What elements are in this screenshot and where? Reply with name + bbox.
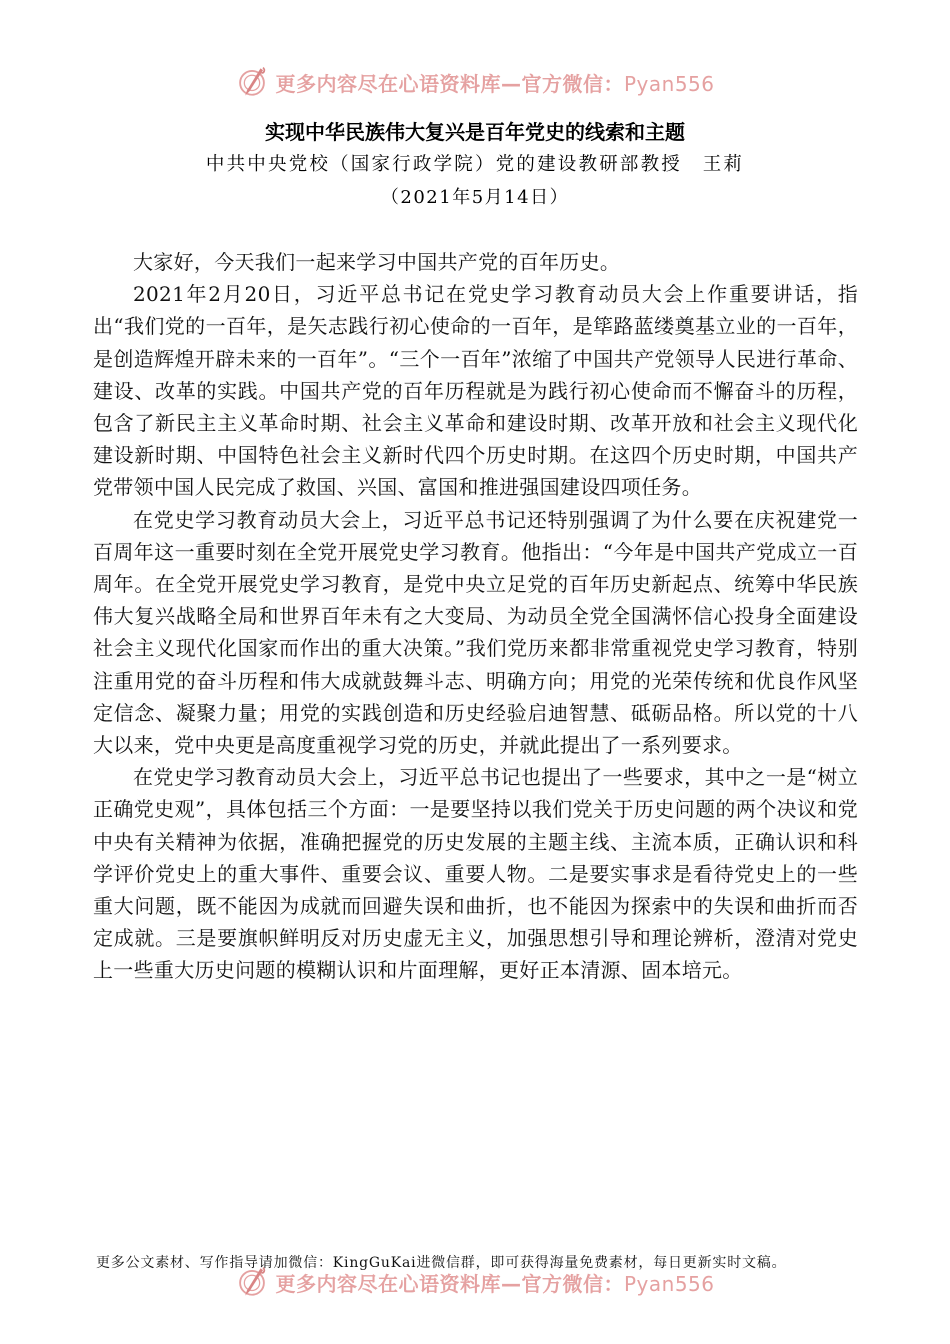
document-date: （2021年5月14日）: [380, 187, 570, 208]
quill-seal-logo-icon: [235, 1265, 269, 1299]
document-body: [93, 246, 858, 987]
paragraph: 大家好，今天我们一起来学习中国共产党的百年历史。: [133, 250, 621, 274]
author-line: 中共中央党校（国家行政学院）党的建设教研部教授 王莉: [205, 154, 745, 175]
watermark-text: 更多内容尽在心语资料库—官方微信：Pyan556: [275, 71, 715, 96]
paragraph: 在党史学习教育动员大会上，习近平总书记还特别强调了为什么要在庆祝建党一百周年这一重要时刻在全党开展党史学习教育。他指出：“今年是中国共产党成立一百周年。在全党开展党史学习教育，是党中央立足党的百年历史新起点、统筹中华民族伟大复兴战略全局和世界百年未有之大变局、为动员全党全国满怀信心投身全面建设社会主义现代化国家而作出的重大决策。”我们党历来都非常重视党史学习教育，特别注重用党的奋斗历程和伟大成就鼓舞斗志、明确方向；用党的光荣传统和优良作风坚定信念、凝聚力量；用党的实践创造和历史经验启迪智慧、砥砺品格。所以党的十八大以来，党中央更是高度重视学习党的历史，并就此提出了一系列要求。: [93, 507, 858, 758]
quill-seal-logo-icon: [235, 65, 269, 99]
paragraph: 在党史学习教育动员大会上，习近平总书记也提出了一些要求，其中之一是“树立正确党史观”，具体包括三个方面：一是要坚持以我们党关于历史问题的两个决议和党中央有关精神为依据，准确把握党的历史发展的主题主线、主流本质，正确认识和科学评价党史上的重大事件、重要会议、重要人物。二是要实事求是看待党史上的一些重大问题，既不能因为成就而回避失误和曲折，也不能因为探索中的失误和曲折而否定成就。三是要旗帜鲜明反对历史虚无主义，加强思想引导和理论辨析，澄清对党史上一些重大历史问题的模糊认识和片面理解，更好正本清源、固本培元。: [93, 765, 858, 983]
bottom-watermark: [0, 1262, 950, 1302]
document-title: 实现中华民族伟大复兴是百年党史的线索和主题: [265, 120, 685, 144]
footer-note: 更多公文素材、写作指导请加微信：KingGuKai进微信群，即可获得海量免费素材，每日更新实时文稿。: [96, 1255, 787, 1271]
watermark-text: 更多内容尽在心语资料库—官方微信：Pyan556: [275, 1271, 715, 1296]
paragraph: 2021年2月20日，习近平总书记在党史学习教育动员大会上作重要讲话，指出“我们党的一百年，是矢志践行初心使命的一百年，是筚路蓝缕奠基立业的一百年，是创造辉煌开辟未来的一百年”。“三个一百年”浓缩了中国共产党领导人民进行革命、建设、改革的实践。中国共产党的百年历程就是为践行初心使命而不懈奋斗的历程，包含了新民主主义革命时期、社会主义革命和建设时期、改革开放和社会主义现代化建设新时期、中国特色社会主义新时代四个历史时期。在这四个历史时期，中国共产党带领中国人民完成了救国、兴国、富国和推进强国建设四项任务。: [93, 282, 858, 500]
top-watermark: [0, 62, 950, 102]
